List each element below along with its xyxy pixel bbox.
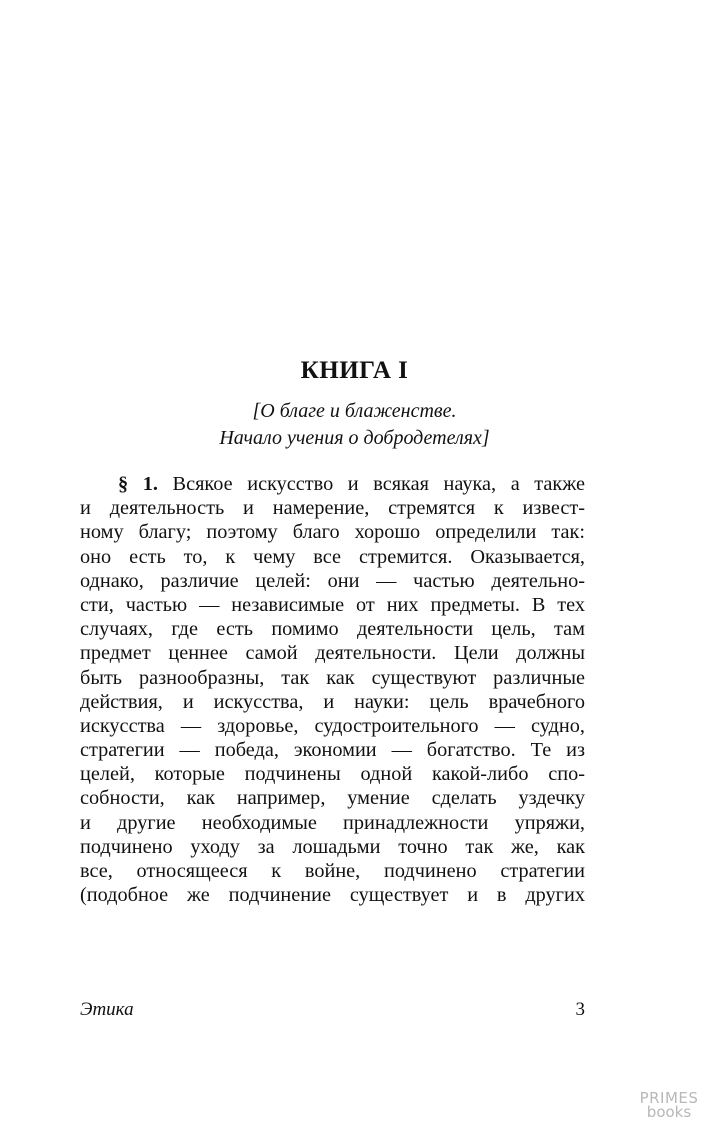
- watermark-bottom: books: [646, 1103, 692, 1121]
- text-line: собности, как например, умение сделать уздечку: [80, 787, 585, 810]
- text-line: (подобное же подчинение существует и в других: [80, 884, 585, 907]
- text-line: искусства — здоровье, судостроительного — судно,: [80, 714, 585, 737]
- text-line: и деятельность и намерение, стремятся к извест-: [80, 497, 585, 520]
- subtitle-line: Начало учения о добродетелях]: [219, 427, 490, 449]
- page-number: 3: [575, 999, 585, 1020]
- chapter-title: КНИГА I: [300, 357, 409, 384]
- running-title: Этика: [80, 999, 134, 1020]
- text-line: [80, 472, 585, 496]
- publisher-watermark: [633, 1091, 705, 1119]
- text-line: и другие необходимые принадлежности упряжи,: [80, 811, 585, 834]
- page-footer: [80, 998, 585, 1022]
- text-line: однако, различие целей: они — частью деятельно-: [80, 569, 585, 592]
- chapter-subtitle: [0, 398, 709, 452]
- first-line-text: Всякое искусство и всякая наука, а также: [157, 473, 586, 495]
- text-line: целей, которые подчинены одной какой-либо спо-: [80, 763, 585, 786]
- text-line: сти, частью — независимые от них предметы. В тех: [80, 593, 585, 616]
- text-line: ному благу; поэтому благо хорошо определили так:: [80, 521, 585, 544]
- text-line: стратегии — победа, экономии — богатство. Те из: [80, 739, 585, 762]
- section-mark: § 1.: [118, 473, 158, 495]
- body-paragraph: [80, 472, 585, 907]
- subtitle-line: [О благе и блаженстве.: [252, 400, 457, 422]
- text-line: предмет ценнее самой деятельности. Цели должны: [80, 642, 585, 665]
- text-line: действия, и искусства, и науки: цель врачебного: [80, 690, 585, 713]
- text-line: случаях, где есть помимо деятельности цель, там: [80, 618, 585, 641]
- text-line: все, относящееся к войне, подчинено стратегии: [80, 860, 585, 882]
- watermark-top: PRIMES: [639, 1089, 699, 1107]
- text-line: подчинено уходу за лошадьми точно так же, как: [80, 835, 585, 858]
- text-line: быть разнообразны, так как существуют различные: [80, 666, 585, 689]
- text-line: оно есть то, к чему все стремится. Оказывается,: [80, 545, 585, 568]
